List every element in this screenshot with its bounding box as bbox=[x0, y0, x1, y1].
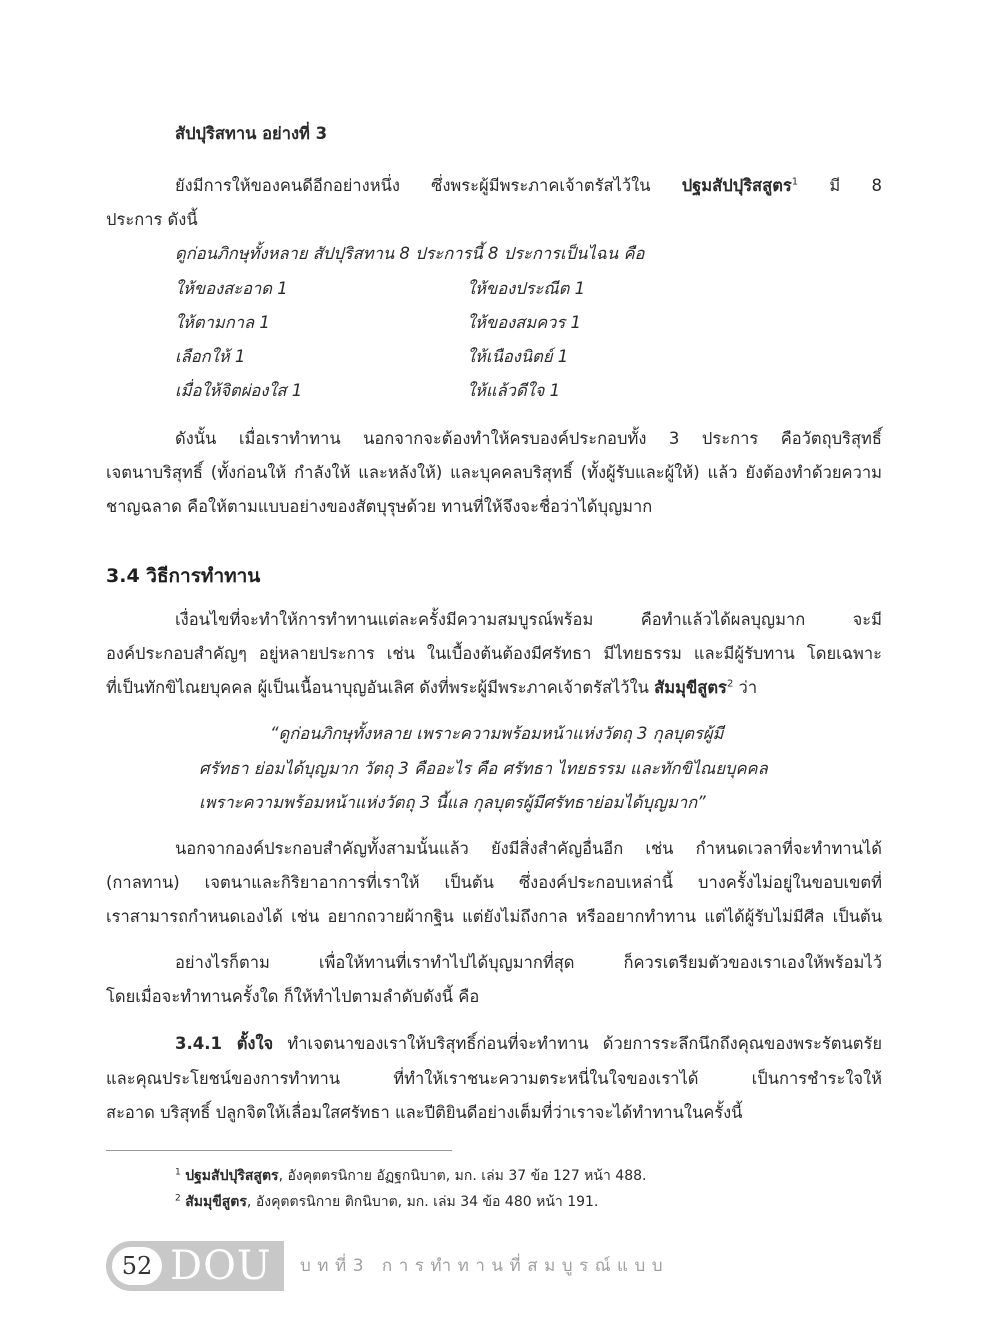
quote-2-line-1: “ดูก่อนภิกษุทั้งหลาย เพราะความพร้อมหน้าแห่งวัตถุ 3 กุลบุตรผู้มี bbox=[270, 724, 724, 743]
footnote-2-title: สัมมุขีสูตร bbox=[185, 1194, 247, 1210]
footnote-2-citation: , อังคุตตรนิกาย ติกนิบาต, มก. เล่ม 34 ข้อ 480 หน้า 191. bbox=[246, 1194, 599, 1210]
paragraph-2-line-1: ดังนั้น เมื่อเราทำทาน นอกจากจะต้องทำให้ครบองค์ประกอบทั้ง 3 ประการ คือวัตถุบริสุทธิ์ bbox=[175, 429, 882, 448]
quote-1-item: ให้เนืองนิตย์ 1 bbox=[467, 347, 569, 366]
footnote-1 bbox=[175, 1165, 646, 1187]
paragraph-3-line-3 bbox=[106, 675, 757, 701]
footnote-ref-1[interactable]: 1 bbox=[791, 176, 799, 188]
chapter-title: บทที่3 การทำทานที่สมบูรณ์แบบ bbox=[300, 1256, 670, 1276]
paragraph-4-line-2: (กาลทาน) เจตนาและกิริยาอาการที่เราให้ เป็นต้น ซึ่งองค์ประกอบเหล่านี้ บางครั้งไม่อยู่ในขอบเขตที่ bbox=[106, 873, 882, 892]
page-number: 52 bbox=[112, 1247, 162, 1285]
paragraph-3-line-1: เงื่อนไขที่จะทำให้การทำทานแต่ละครั้งมีความสมบูรณ์พร้อม คือทำแล้วได้ผลบุญมาก จะมี bbox=[175, 610, 882, 629]
paragraph-2-line-2: เจตนาบริสุทธิ์ (ทั้งก่อนให้ กำลังให้ และหลังให้) และบุคคลบริสุทธิ์ (ทั้งผู้รับและผู้ให้) แล้ว ยังต้องทำด้วยความ bbox=[106, 463, 882, 482]
paragraph-4-line-1: นอกจากองค์ประกอบสำคัญทั้งสามนั้นแล้ว ยังมีสิ่งสำคัญอื่นอีก เช่น กำหนดเวลาที่จะทำทานได้ bbox=[175, 839, 882, 858]
p3-text-c: ว่า bbox=[733, 678, 758, 697]
paragraph-6-line-3: สะอาด บริสุทธิ์ ปลูกจิตให้เลื่อมใสศรัทธา และปีติยินดีอย่างเต็มที่ว่าเราจะได้ทำทานในครั้งนี้ bbox=[106, 1103, 743, 1122]
quote-2-line-2: ศรัทธา ย่อมได้บุญมาก วัตถุ 3 คืออะไร คือ ศรัทธา ไทยธรรม และทักขิไณยบุคคล bbox=[199, 759, 768, 778]
quote-1-item: ให้ของสมควร 1 bbox=[467, 313, 582, 332]
paragraph-2-line-3: ชาญฉลาด คือให้ตามแบบอย่างของสัตบุรุษด้วย ทานที่ให้จึงจะชื่อว่าได้บุญมาก bbox=[106, 497, 653, 516]
footnote-1-title: ปฐมสัปปุริสสูตร bbox=[185, 1168, 279, 1184]
footnote-2 bbox=[175, 1191, 598, 1213]
quote-1-item: ให้ของสะอาด 1 bbox=[175, 279, 288, 298]
paragraph-4-line-3: เราสามารถกำหนดเองได้ เช่น อยากถวายผ้ากฐิน แต่ยังไม่ถึงกาล หรืออยากทำทาน แต่ได้ผู้รับไม่มีศีล เป็นต้น bbox=[106, 907, 882, 926]
footnote-1-citation: , อังคุตตรนิกาย อัฏฐกนิบาต, มก. เล่ม 37 ข้อ 127 หน้า 488. bbox=[278, 1168, 647, 1184]
paragraph-1-line-1 bbox=[175, 173, 882, 199]
paragraph-3-line-2: องค์ประกอบสำคัญๆ อยู่หลายประการ เช่น ในเบื้องต้นต้องมีศรัทธา มีไทยธรรม และมีผู้รับทาน โดยเฉพาะ bbox=[106, 644, 882, 663]
quote-1-item: เลือกให้ 1 bbox=[175, 347, 246, 366]
p6-text-b: ทำเจตนาของเราให้บริสุทธิ์ก่อนที่จะทำทาน ด้วยการระลึกนึกถึงคุณของพระรัตนตรัย bbox=[273, 1034, 882, 1053]
paragraph-6-line-2: และคุณประโยชน์ของการทำทาน ที่ทำให้เราชนะความตระหนี่ในใจของเราได้ เป็นการชำระใจให้ bbox=[106, 1069, 882, 1088]
footnote-1-number: 1 bbox=[175, 1167, 181, 1178]
quote-1-item: ให้แล้วดีใจ 1 bbox=[467, 381, 561, 400]
paragraph-1-line-2: ประการ ดังนี้ bbox=[106, 210, 198, 229]
footnote-ref-2[interactable]: 2 bbox=[726, 678, 734, 690]
p1-sutta-name: ปฐมสัปปุริสสูตร bbox=[681, 176, 792, 195]
p1-text-a: ยังมีการให้ของคนดีอีกอย่างหนึ่ง ซึ่งพระผู้มีพระภาคเจ้าตรัสไว้ใน bbox=[175, 176, 682, 195]
subheading-sappurisa-dana: สัปปุริสทาน อย่างที่ 3 bbox=[175, 124, 328, 143]
section-heading-3-4: 3.4 วิธีการทำทาน bbox=[106, 565, 261, 587]
paragraph-6-line-1 bbox=[175, 1031, 882, 1057]
footnote-divider bbox=[106, 1150, 452, 1151]
quote-1-item: เมื่อให้จิตผ่องใส 1 bbox=[175, 381, 303, 400]
quote-1-item: ให้ตามกาล 1 bbox=[175, 313, 270, 332]
paragraph-5-line-1: อย่างไรก็ตาม เพื่อให้ทานที่เราทำไปได้บุญมากที่สุด ก็ควรเตรียมตัวของเราเองให้พร้อมไว้ bbox=[175, 953, 882, 972]
p3-text-a: ที่เป็นทักขิไณยบุคคล ผู้เป็นเนื้อนาบุญอันเลิศ ดังที่พระผู้มีพระภาคเจ้าตรัสไว้ใน bbox=[106, 678, 655, 697]
paragraph-5-line-2: โดยเมื่อจะทำทานครั้งใด ก็ให้ทำไปตามลำดับดังนี้ คือ bbox=[106, 987, 480, 1006]
quote-1-item: ให้ของประณีต 1 bbox=[467, 279, 586, 298]
quote-1-intro: ดูก่อนภิกษุทั้งหลาย สัปปุริสทาน 8 ประการนี้ 8 ประการเป็นไฉน คือ bbox=[175, 244, 645, 263]
subsection-3-4-1-title: 3.4.1 ตั้งใจ bbox=[175, 1034, 274, 1053]
dou-logo-text: DOU bbox=[170, 1243, 272, 1289]
quote-2-line-3: เพราะความพร้อมหน้าแห่งวัตถุ 3 นี้แล กุลบุตรผู้มีศรัทธาย่อมได้บุญมาก” bbox=[199, 793, 706, 812]
p3-sutta-name: สัมมุขีสูตร bbox=[654, 678, 727, 697]
footnote-2-number: 2 bbox=[175, 1193, 181, 1204]
p1-text-c: มี 8 bbox=[798, 176, 882, 195]
